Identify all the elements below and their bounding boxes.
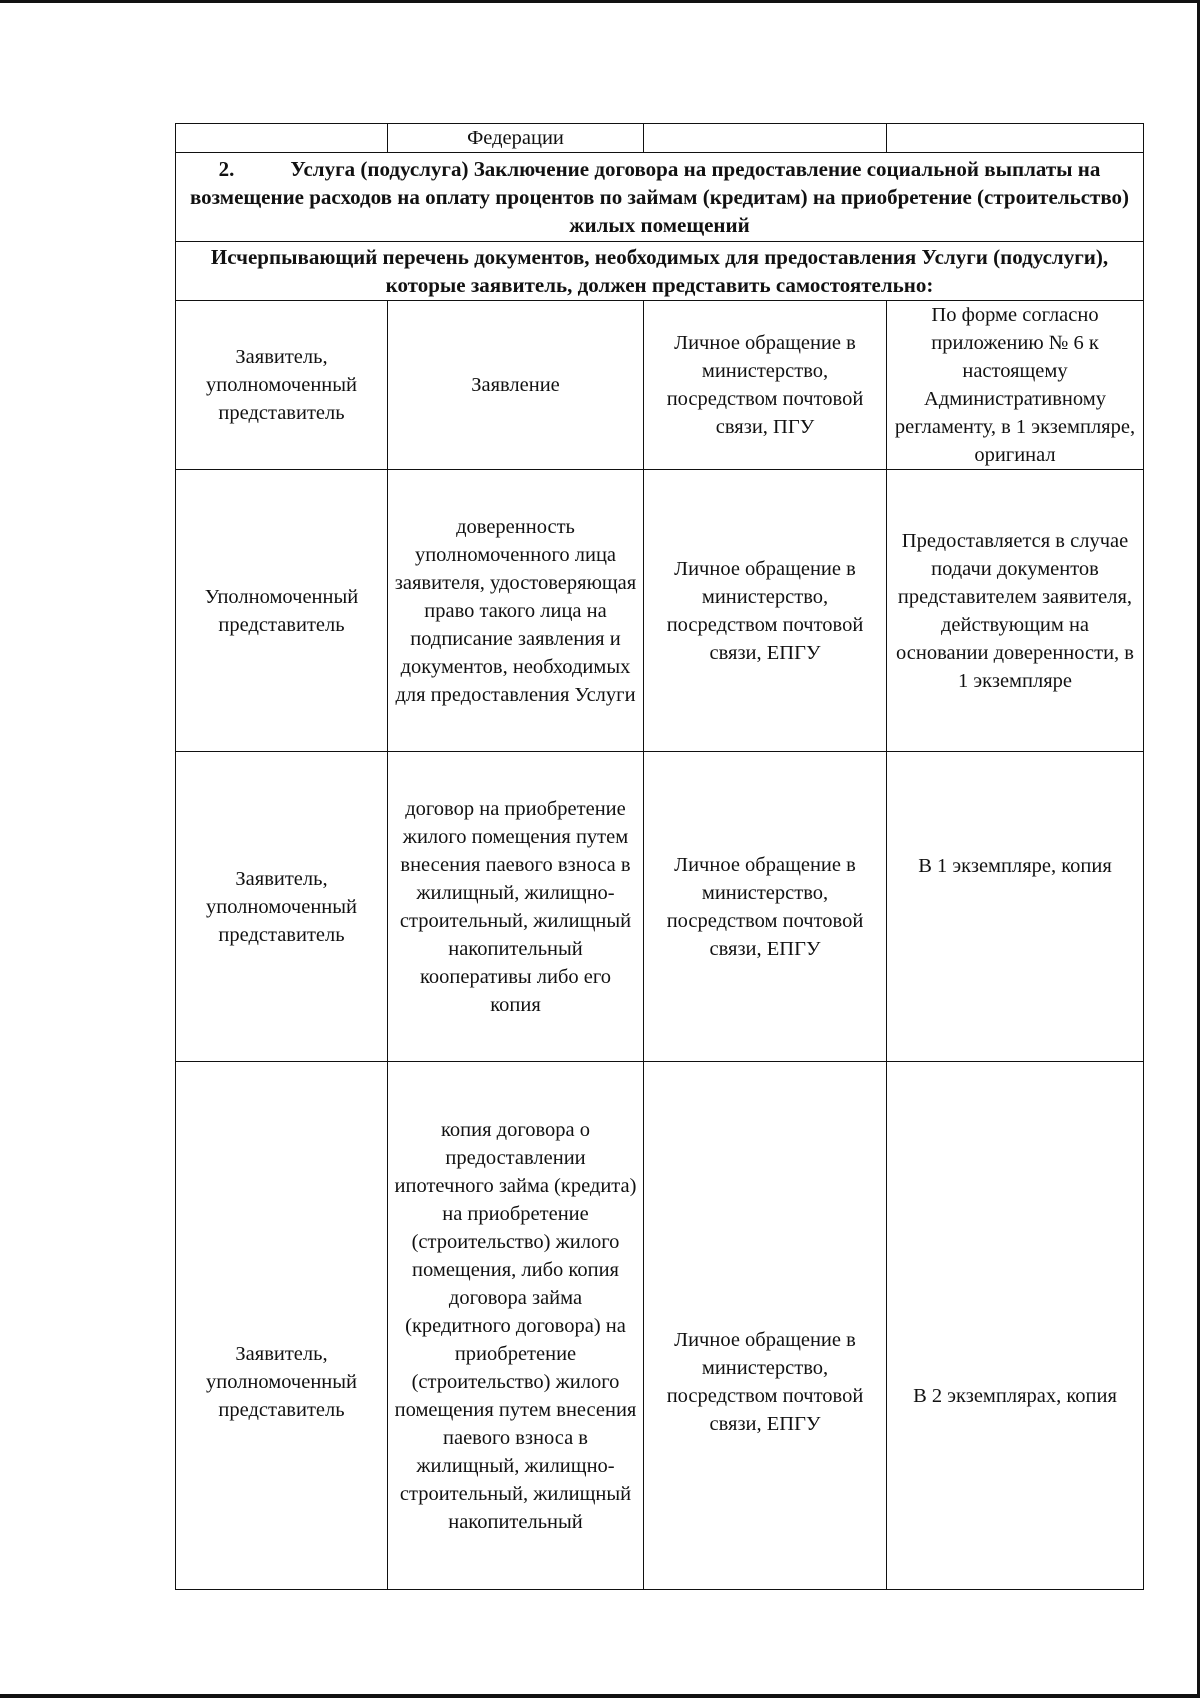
applicant-cell: Уполномоченный представитель <box>176 470 388 752</box>
applicant-cell: Заявитель, уполномоченный представитель <box>176 1062 388 1590</box>
method-cell: Личное обращение в министерство, посредством почтовой связи, ЕПГУ <box>644 1062 887 1590</box>
document-cell: копия договора о предоставлении ипотечного займа (кредита) на приобретение (строительство) жилого помещения, либо копия договора займа (кредитного договора) на приобретение (строительство) жилого помещения путем внесения паевого взноса в жилищный, жилищно-строительный, жилищный накопительный <box>388 1062 644 1590</box>
documents-table <box>175 123 1144 1590</box>
requirements-cell: В 1 экземпляре, копия <box>887 752 1144 1062</box>
service-heading-row <box>176 153 1144 242</box>
method-cell: Личное обращение в министерство, посредством почтовой связи, ПГУ <box>644 301 887 470</box>
scan-border-bottom <box>0 1694 1200 1698</box>
scan-border-top <box>0 0 1200 3</box>
table-row <box>176 470 1144 752</box>
requirements-cell: По форме согласно приложению № 6 к настоящему Административному регламенту, в 1 экземпляре, оригинал <box>887 301 1144 470</box>
method-cell: Личное обращение в министерство, посредством почтовой связи, ЕПГУ <box>644 470 887 752</box>
service-number: 2. <box>218 157 235 181</box>
continuation-row <box>176 124 1144 153</box>
method-cell: Личное обращение в министерство, посредством почтовой связи, ЕПГУ <box>644 752 887 1062</box>
table-row <box>176 301 1144 470</box>
cell-c2: Федерации <box>388 124 644 153</box>
document-cell: договор на приобретение жилого помещения путем внесения паевого взноса в жилищный, жилищно-строительный, жилищный накопительный кооперативы либо его копия <box>388 752 644 1062</box>
applicant-cell: Заявитель, уполномоченный представитель <box>176 752 388 1062</box>
document-cell: доверенность уполномоченного лица заявителя, удостоверяющая право такого лица на подписание заявления и документов, необходимых для предоставления Услуги <box>388 470 644 752</box>
table-row <box>176 1062 1144 1590</box>
table-row <box>176 752 1144 1062</box>
requirements-cell: В 2 экземплярах, копия <box>887 1062 1144 1590</box>
cell-c3 <box>644 124 887 153</box>
applicant-cell: Заявитель, уполномоченный представитель <box>176 301 388 470</box>
document-cell: Заявление <box>388 301 644 470</box>
cell-c1 <box>176 124 388 153</box>
service-title: Услуга (подуслуга) Заключение договора на предоставление социальной выплаты на возмещение расходов на оплату процентов по займам (кредитам) на приобретение (строительство) жилых помещений <box>189 157 1130 237</box>
list-heading: Исчерпывающий перечень документов, необходимых для предоставления Услуги (подуслуги), которые заявитель, должен представить самостоятельно: <box>176 242 1144 301</box>
list-heading-row <box>176 242 1144 301</box>
requirements-cell: Предоставляется в случае подачи документов представителем заявителя, действующим на основании доверенности, в 1 экземпляре <box>887 470 1144 752</box>
service-heading <box>176 153 1144 242</box>
cell-c4 <box>887 124 1144 153</box>
